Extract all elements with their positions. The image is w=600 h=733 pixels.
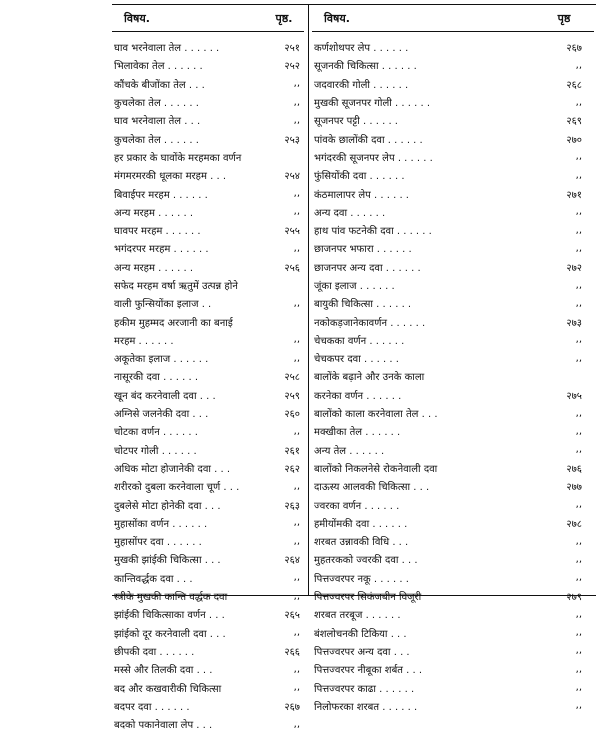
index-entry bbox=[112, 331, 304, 349]
entry-page-number: २५८ bbox=[284, 372, 300, 384]
entry-subject: हर प्रकार के घावोंके मरहमका वर्णन bbox=[114, 152, 242, 164]
entry-subject: कंठमालापर लेप . . . . . . bbox=[314, 189, 409, 201]
entry-page-number: २७७ bbox=[566, 482, 582, 494]
entry-page-number: ,, bbox=[293, 627, 300, 639]
entry-subject: झांईकी चिकित्साका वर्णन . . . bbox=[114, 610, 225, 622]
entry-page-number: ,, bbox=[293, 352, 300, 364]
index-entry bbox=[312, 642, 594, 660]
entry-page-number: २६० bbox=[284, 409, 300, 421]
entry-page-number: ,, bbox=[575, 151, 582, 163]
entry-subject: छाजनपर भफारा . . . . . . bbox=[314, 244, 412, 256]
index-entry bbox=[312, 569, 594, 587]
entry-page-number: ,, bbox=[575, 608, 582, 620]
entry-page-number: ,, bbox=[293, 517, 300, 529]
index-entry bbox=[312, 75, 594, 93]
entry-subject: बायुकी चिकित्सा . . . . . . bbox=[314, 299, 412, 311]
entry-subject: खून बंद करनेवाली दवा . . . bbox=[114, 390, 216, 402]
entry-subject: फुंसियोंकी दवा . . . . . . bbox=[314, 171, 405, 183]
entry-subject: वाली फुन्सियोंका इलाज . . bbox=[114, 299, 212, 311]
index-entry bbox=[312, 56, 594, 74]
index-entry bbox=[112, 569, 304, 587]
entry-subject: भगंदरकी सूजनपर लेप . . . . . . bbox=[314, 152, 433, 164]
index-entry bbox=[312, 532, 594, 550]
entry-subject: कुचलेका तेल . . . . . . bbox=[114, 98, 199, 110]
page-heading: पृष्ठ. bbox=[275, 11, 293, 25]
index-entry bbox=[312, 441, 594, 459]
index-entry bbox=[312, 550, 594, 568]
entry-page-number: २६२ bbox=[284, 463, 300, 475]
entry-page-number: २६५ bbox=[284, 610, 300, 622]
index-entry bbox=[112, 367, 304, 385]
index-entry bbox=[112, 184, 304, 202]
entry-subject: मुहासोंका वर्णन . . . . . . bbox=[114, 518, 208, 530]
index-entry bbox=[112, 495, 304, 513]
entry-subject: घावपर मरहम . . . . . . bbox=[114, 226, 201, 238]
entry-subject: बदपर दवा . . . . . . bbox=[114, 701, 190, 713]
right-rows bbox=[312, 38, 594, 715]
entry-subject: जूंका इलाज . . . . . . bbox=[314, 281, 395, 292]
index-entry bbox=[112, 349, 304, 367]
entry-subject: झांईको दूर करनेवाली दवा . . . bbox=[114, 628, 226, 640]
entry-subject: दुबलेसे मोटा होनेकी दवा . . . bbox=[114, 500, 221, 512]
entry-subject: चोटपर गोली . . . . . . bbox=[114, 445, 197, 457]
index-table bbox=[112, 4, 596, 732]
index-entry bbox=[112, 75, 304, 93]
entry-subject: शरबत तरबूज . . . . . . bbox=[314, 610, 401, 622]
index-entry bbox=[112, 294, 304, 312]
entry-page-number: २७५ bbox=[566, 390, 582, 402]
index-entry bbox=[112, 404, 304, 422]
entry-subject: शरबत उन्नावकी विधि . . . bbox=[314, 537, 409, 549]
entry-page-number: ,, bbox=[293, 334, 300, 346]
entry-page-number: ,, bbox=[293, 242, 300, 254]
index-entry bbox=[312, 514, 594, 532]
index-entry bbox=[312, 422, 594, 440]
index-entry bbox=[112, 605, 304, 623]
index-entry bbox=[112, 441, 304, 459]
index-entry bbox=[312, 587, 594, 605]
entry-page-number: ,, bbox=[575, 682, 582, 694]
index-entry bbox=[112, 715, 304, 733]
entry-page-number: ,, bbox=[293, 682, 300, 694]
index-entry bbox=[312, 697, 594, 715]
entry-page-number: २७८ bbox=[566, 518, 582, 530]
index-entry bbox=[312, 258, 594, 276]
entry-page-number: २७१ bbox=[566, 189, 582, 201]
entry-subject: अधिक मोटा होजानेकी दवा . . . bbox=[114, 463, 231, 475]
entry-subject: नासूरकी दवा . . . . . . bbox=[114, 372, 199, 384]
index-entry bbox=[312, 459, 594, 477]
entry-page-number: ,, bbox=[575, 627, 582, 639]
index-entry bbox=[112, 111, 304, 129]
entry-page-number: ,, bbox=[293, 78, 300, 90]
index-entry bbox=[312, 239, 594, 257]
index-entry bbox=[112, 203, 304, 221]
entry-page-number: ,, bbox=[575, 407, 582, 419]
entry-subject: अन्य तेल . . . . . . bbox=[314, 445, 385, 457]
index-entry bbox=[312, 38, 594, 56]
index-entry bbox=[112, 276, 304, 294]
entry-subject: बालोंको निकलनेसे रोकनेवाली दवा bbox=[314, 463, 438, 475]
index-entry bbox=[112, 624, 304, 642]
entry-subject: अन्य मरहम . . . . . . bbox=[114, 262, 194, 274]
entry-subject: कौंचके बीजोंका तेल . . . bbox=[114, 79, 205, 91]
entry-subject: भिलावेका तेल . . . . . . bbox=[114, 61, 203, 73]
entry-subject: हमीयोंमकी दवा . . . . . . bbox=[314, 518, 408, 530]
entry-subject: मुखकी झांईकी चिकित्सा . . . bbox=[114, 555, 221, 567]
index-entry bbox=[112, 697, 304, 715]
entry-subject: बिवाईपर मरहम . . . . . . bbox=[114, 189, 208, 201]
entry-subject: अन्य दवा . . . . . . bbox=[314, 207, 386, 219]
index-entry bbox=[312, 624, 594, 642]
index-entry bbox=[312, 660, 594, 678]
index-entry bbox=[112, 239, 304, 257]
entry-subject: सफेद मरहम वर्षा ऋतुमें उत्पन्न होने bbox=[114, 281, 238, 292]
index-entry bbox=[112, 221, 304, 239]
index-entry bbox=[112, 56, 304, 74]
left-rows bbox=[112, 38, 304, 733]
entry-page-number: ,, bbox=[575, 96, 582, 108]
entry-page-number: २५९ bbox=[284, 390, 300, 402]
entry-page-number: ,, bbox=[575, 553, 582, 565]
entry-subject: मंगमरमरकी धूलका मरहम . . . bbox=[114, 171, 227, 183]
entry-subject: पित्तज्वरपर सिकंजबीन विजूरी bbox=[314, 592, 422, 604]
entry-subject: बंशलोचनकी टिकिया . . . bbox=[314, 628, 407, 640]
entry-subject: मरहम . . . . . . bbox=[114, 335, 174, 347]
entry-page-number: ,, bbox=[575, 663, 582, 675]
entry-subject: बालोंके बढ़ाने और उनके काला bbox=[314, 372, 425, 384]
index-entry bbox=[312, 678, 594, 696]
entry-subject: छीपकी दवा . . . . . . bbox=[114, 646, 195, 658]
index-entry bbox=[312, 184, 594, 202]
entry-page-number: २६६ bbox=[284, 646, 300, 658]
index-entry bbox=[312, 93, 594, 111]
entry-subject: पित्तज्वरपर नकू . . . . . . bbox=[314, 573, 409, 585]
entry-page-number: ,, bbox=[293, 718, 300, 730]
entry-page-number: २७२ bbox=[566, 262, 582, 274]
index-entry bbox=[112, 587, 304, 605]
entry-page-number: २६८ bbox=[566, 79, 582, 91]
entry-subject: करनेका वर्णन . . . . . . bbox=[314, 390, 402, 402]
entry-page-number: २७३ bbox=[566, 317, 582, 329]
entry-page-number: ,, bbox=[293, 663, 300, 675]
entry-subject: सूजनकी चिकित्सा . . . . . . bbox=[314, 61, 417, 73]
index-entry bbox=[312, 294, 594, 312]
right-column-header bbox=[312, 5, 594, 32]
entry-page-number: ,, bbox=[575, 700, 582, 712]
index-entry bbox=[312, 129, 594, 147]
entry-subject: जदवारकी गोली . . . . . . bbox=[314, 79, 409, 91]
entry-page-number: ,, bbox=[293, 206, 300, 218]
entry-page-number: ,, bbox=[293, 535, 300, 547]
index-entry bbox=[112, 129, 304, 147]
index-entry bbox=[312, 148, 594, 166]
entry-subject: निलोफरका शरबत . . . . . . bbox=[314, 701, 418, 713]
right-column bbox=[312, 5, 594, 715]
entry-page-number: ,, bbox=[293, 480, 300, 492]
left-column-header bbox=[112, 5, 304, 32]
entry-page-number: ,, bbox=[293, 114, 300, 126]
entry-subject: दाऊस्य आलवकी चिकित्सा . . . bbox=[314, 482, 430, 494]
entry-page-number: ,, bbox=[575, 645, 582, 657]
entry-subject: बद और कखवारीकी चिकित्सा bbox=[114, 683, 222, 695]
entry-page-number: २५२ bbox=[284, 61, 300, 73]
index-entry bbox=[312, 404, 594, 422]
entry-page-number: ,, bbox=[575, 499, 582, 511]
index-entry bbox=[312, 276, 594, 294]
index-entry bbox=[112, 550, 304, 568]
entry-subject: हकीम मुहम्मद अरजानी का बनाई bbox=[114, 317, 233, 329]
index-entry bbox=[312, 495, 594, 513]
index-entry bbox=[112, 93, 304, 111]
entry-subject: मुहतरकको ज्वरकी दवा . . . bbox=[314, 555, 418, 567]
entry-subject: सूजनपर पट्टी . . . . . . bbox=[314, 116, 398, 128]
index-entry bbox=[312, 221, 594, 239]
entry-page-number: ,, bbox=[575, 224, 582, 236]
index-entry bbox=[112, 459, 304, 477]
entry-page-number: २७९ bbox=[566, 592, 582, 604]
index-entry bbox=[312, 203, 594, 221]
entry-page-number: ,, bbox=[293, 572, 300, 584]
entry-subject: अन्य मरहम . . . . . . bbox=[114, 207, 194, 219]
entry-page-number: ,, bbox=[293, 96, 300, 108]
index-entry bbox=[312, 386, 594, 404]
index-entry bbox=[112, 660, 304, 678]
entry-subject: कुचलेका तेल . . . . . . bbox=[114, 134, 199, 146]
entry-page-number: २६१ bbox=[284, 445, 300, 457]
entry-page-number: २५५ bbox=[284, 226, 300, 238]
index-entry bbox=[112, 258, 304, 276]
entry-subject: चेचकका वर्णन . . . . . . bbox=[314, 335, 405, 347]
entry-page-number: ,, bbox=[575, 444, 582, 456]
entry-subject: भगंदरपर मरहम . . . . . . bbox=[114, 244, 209, 256]
index-entry bbox=[312, 331, 594, 349]
entry-subject: छाजनपर अन्य दवा . . . . . . bbox=[314, 262, 421, 274]
index-entry bbox=[112, 148, 304, 166]
entry-subject: अकूतेका इलाज . . . . . . bbox=[114, 354, 209, 366]
entry-page-number: ,, bbox=[575, 169, 582, 181]
entry-page-number: २५१ bbox=[284, 43, 300, 55]
entry-subject: शरीरको दुबला करनेवाला चूर्ण . . . bbox=[114, 482, 240, 494]
entry-page-number: २६९ bbox=[566, 116, 582, 128]
entry-page-number: ,, bbox=[575, 352, 582, 364]
entry-page-number: ,, bbox=[575, 297, 582, 309]
entry-page-number: २६३ bbox=[284, 500, 300, 512]
entry-page-number: ,, bbox=[575, 279, 582, 291]
index-entry bbox=[112, 532, 304, 550]
entry-subject: मुखकी सूजनपर गोली . . . . . . bbox=[314, 98, 431, 110]
entry-page-number: २७० bbox=[566, 134, 582, 146]
entry-subject: ज्वरका वर्णन . . . . . . bbox=[314, 500, 400, 512]
entry-page-number: ,, bbox=[293, 425, 300, 437]
entry-subject: घाव भरनेवाला तेल . . . . . . bbox=[114, 43, 220, 55]
entry-page-number: २५६ bbox=[284, 262, 300, 274]
subject-heading: विषय. bbox=[324, 11, 350, 25]
entry-subject: कर्णशोथपर लेप . . . . . . bbox=[314, 43, 409, 55]
entry-subject: पांवके छालोंकी दवा . . . . . . bbox=[314, 134, 423, 146]
entry-subject: बालोंको काला करनेवाला तेल . . . bbox=[314, 409, 438, 421]
entry-page-number: २६४ bbox=[284, 555, 300, 567]
entry-page-number: २६७ bbox=[284, 701, 300, 713]
entry-page-number: २५३ bbox=[284, 134, 300, 146]
entry-page-number: २५४ bbox=[284, 171, 300, 183]
entry-page-number: ,, bbox=[575, 334, 582, 346]
index-entry bbox=[112, 514, 304, 532]
entry-subject: नकोकड़जानेकावर्णन . . . . . . bbox=[314, 317, 426, 329]
index-entry bbox=[312, 312, 594, 330]
entry-subject: मुहासोंपर दवा . . . . . . bbox=[114, 537, 202, 549]
index-entry bbox=[112, 642, 304, 660]
index-entry bbox=[312, 367, 594, 385]
entry-page-number: ,, bbox=[575, 59, 582, 71]
index-entry bbox=[112, 386, 304, 404]
index-entry bbox=[112, 312, 304, 330]
entry-page-number: ,, bbox=[575, 572, 582, 584]
entry-page-number: ,, bbox=[575, 535, 582, 547]
entry-page-number: ,, bbox=[293, 590, 300, 602]
column-divider bbox=[308, 5, 309, 595]
entry-subject: स्त्रीके मुखकी कान्ति वर्द्धक दवा bbox=[114, 592, 228, 604]
entry-subject: पित्तज्वरपर नीबूका शर्बत . . . bbox=[314, 665, 423, 677]
index-entry bbox=[312, 605, 594, 623]
entry-subject: घाव भरनेवाला तेल . . . bbox=[114, 116, 201, 128]
entry-subject: पित्तज्वरपर काढा . . . . . . bbox=[314, 683, 415, 695]
entry-subject: चेचकपर दवा . . . . . . bbox=[314, 354, 399, 366]
page-heading: पृष्ठ bbox=[557, 11, 571, 25]
index-entry bbox=[112, 477, 304, 495]
index-entry bbox=[112, 166, 304, 184]
entry-subject: अग्निसे जलनेकी दवा . . . bbox=[114, 409, 209, 421]
entry-subject: कान्तिवर्द्धक दवा . . . bbox=[114, 573, 193, 585]
index-entry bbox=[112, 38, 304, 56]
index-entry bbox=[312, 111, 594, 129]
subject-heading: विषय. bbox=[124, 11, 150, 25]
entry-subject: मक्खीका तेल . . . . . . bbox=[314, 427, 401, 439]
index-entry bbox=[312, 166, 594, 184]
entry-page-number: २७६ bbox=[566, 463, 582, 475]
entry-subject: चोटका वर्णन . . . . . . bbox=[114, 427, 198, 439]
entry-page-number: ,, bbox=[293, 297, 300, 309]
entry-subject: बदको पकानेवाला लेप . . . bbox=[114, 720, 213, 732]
entry-page-number: ,, bbox=[293, 188, 300, 200]
index-entry bbox=[112, 678, 304, 696]
entry-subject: पित्तज्वरपर अन्य दवा . . . bbox=[314, 646, 410, 658]
entry-page-number: ,, bbox=[575, 242, 582, 254]
index-entry bbox=[312, 349, 594, 367]
entry-page-number: ,, bbox=[575, 206, 582, 218]
entry-page-number: २६७ bbox=[566, 43, 582, 55]
entry-subject: मस्से और तिलकी दवा . . . bbox=[114, 665, 213, 677]
index-entry bbox=[112, 422, 304, 440]
entry-subject: हाथ पांव फटनेकी दवा . . . . . . bbox=[314, 226, 432, 238]
index-entry bbox=[312, 477, 594, 495]
left-column bbox=[112, 5, 304, 733]
entry-page-number: ,, bbox=[575, 425, 582, 437]
